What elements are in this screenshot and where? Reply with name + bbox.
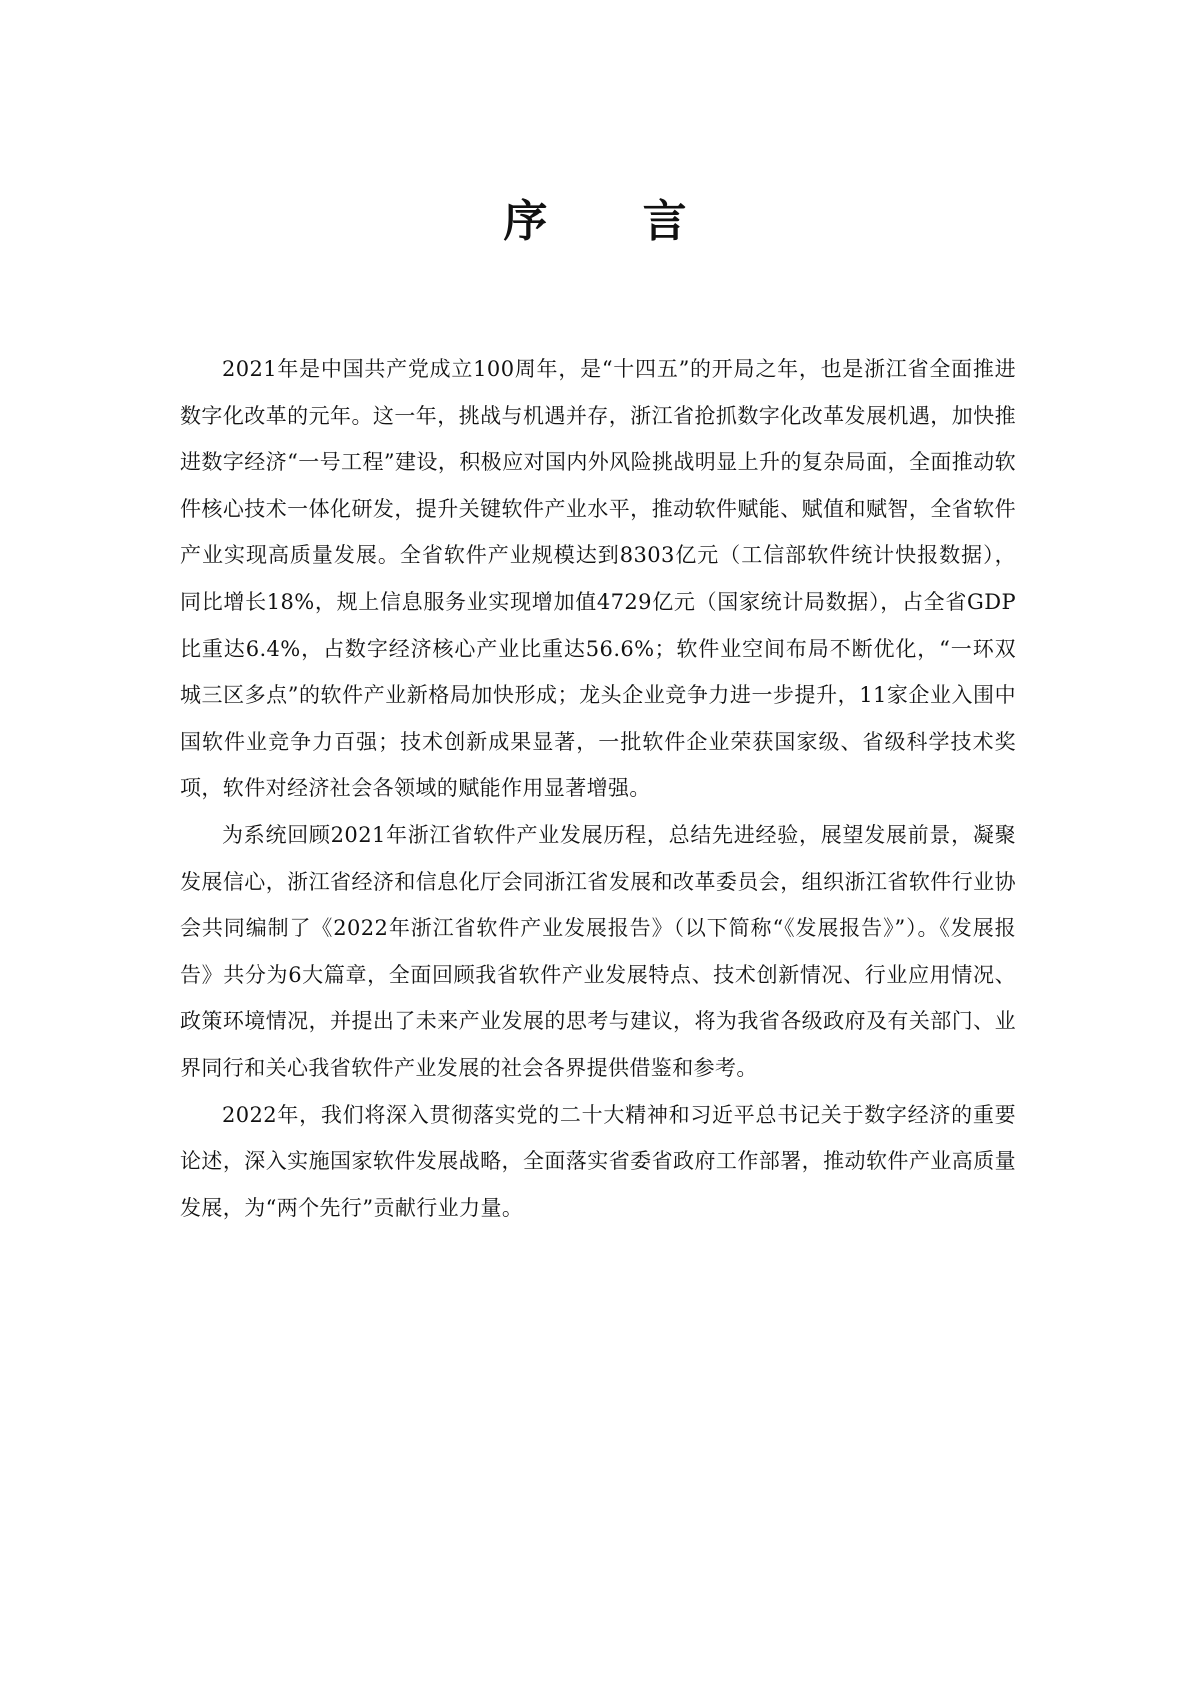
paragraph-2: 为系统回顾2021年浙江省软件产业发展历程，总结先进经验，展望发展前景，凝聚发展信心，浙江省经济和信息化厅会同浙江省发展和改革委员会，组织浙江省软件行业协会共同编制了《2022年浙江省软件产业发展报告》（以下简称“《发展报告》”）。《发展报告》共分为6大篇章，全面回顾我省软件产业发展特点、技术创新情况、行业应用情况、政策环境情况，并提出了未来产业发展的思考与建议，将为我省各级政府及有关部门、业界同行和关心我省软件产业发展的社会各界提供借鉴和参考。 (180, 822, 1016, 1080)
paragraph-3: 2022年，我们将深入贯彻落实党的二十大精神和习近平总书记关于数字经济的重要论述，深入实施国家软件发展战略，全面落实省委省政府工作部署，推动软件产业高质量发展，为“两个先行”贡献行业力量。 (180, 1102, 1016, 1220)
paragraph-1: 2021年是中国共产党成立100周年，是“十四五”的开局之年，也是浙江省全面推进数字化改革的元年。这一年，挑战与机遇并存，浙江省抢抓数字化改革发展机遇，加快推进数字经济“一号工程”建设，积极应对国内外风险挑战明显上升的复杂局面，全面推动软件核心技术一体化研发，提升关键软件产业水平，推动软件赋能、赋值和赋智，全省软件产业实现高质量发展。全省软件产业规模达到8303亿元（工信部软件统计快报数据），同比增长18%，规上信息服务业实现增加值4729亿元（国家统计局数据），占全省GDP比重达6.4%，占数字经济核心产业比重达56.6%；软件业空间布局不断优化，“一环双城三区多点”的软件产业新格局加快形成；龙头企业竞争力进一步提升，11家企业入围中国软件业竞争力百强；技术创新成果显著，一批软件企业荣获国家级、省级科学技术奖项，软件对经济社会各领域的赋能作用显著增强。 (180, 357, 1016, 801)
preface-body (180, 346, 1016, 1231)
page-title: 序 言 (503, 196, 727, 247)
